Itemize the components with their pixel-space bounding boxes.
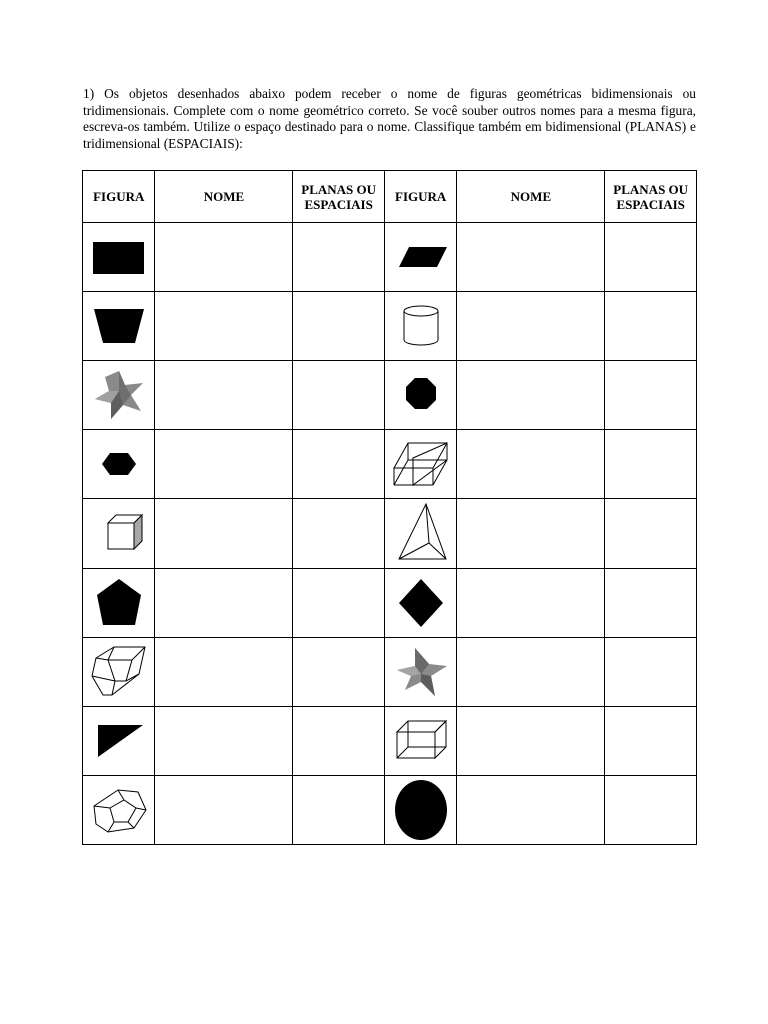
figure-cell <box>83 637 155 706</box>
cylinder-icon <box>391 301 451 351</box>
diamond-icon <box>391 575 451 631</box>
octagon-icon <box>391 370 451 420</box>
figure-cell <box>83 499 155 568</box>
triangle-icon <box>89 719 149 763</box>
trapezoid-icon <box>89 301 149 351</box>
star-solid-icon <box>89 367 149 423</box>
nome-answer-cell[interactable] <box>457 637 605 706</box>
nome-answer-cell[interactable] <box>155 223 293 292</box>
planas-answer-cell[interactable] <box>293 706 385 775</box>
table-row <box>83 637 697 706</box>
figure-cell <box>384 430 456 499</box>
planas-answer-cell[interactable] <box>605 568 697 637</box>
planas-answer-cell[interactable] <box>605 430 697 499</box>
nome-answer-cell[interactable] <box>155 361 293 430</box>
figure-cell <box>384 223 456 292</box>
table-row <box>83 706 697 775</box>
planas-answer-cell[interactable] <box>293 292 385 361</box>
planas-answer-cell[interactable] <box>293 430 385 499</box>
table-row <box>83 361 697 430</box>
nome-answer-cell[interactable] <box>155 775 293 844</box>
table-row <box>83 568 697 637</box>
header-planas-left: PLANAS OU ESPACIAIS <box>293 171 385 223</box>
table-row <box>83 499 697 568</box>
figure-cell <box>384 499 456 568</box>
planas-answer-cell[interactable] <box>605 775 697 844</box>
table-row <box>83 775 697 844</box>
figure-cell <box>384 706 456 775</box>
figure-cell <box>83 706 155 775</box>
header-row <box>83 171 697 223</box>
planas-answer-cell[interactable] <box>605 361 697 430</box>
nome-answer-cell[interactable] <box>155 430 293 499</box>
planas-answer-cell[interactable] <box>605 637 697 706</box>
planas-answer-cell[interactable] <box>605 223 697 292</box>
table-row <box>83 430 697 499</box>
header-nome-left: NOME <box>155 171 293 223</box>
planas-answer-cell[interactable] <box>293 775 385 844</box>
tetrahedron-icon <box>391 501 451 565</box>
nome-answer-cell[interactable] <box>457 775 605 844</box>
planas-answer-cell[interactable] <box>293 361 385 430</box>
figure-cell <box>384 637 456 706</box>
nome-answer-cell[interactable] <box>155 568 293 637</box>
nome-answer-cell[interactable] <box>457 706 605 775</box>
nome-answer-cell[interactable] <box>155 637 293 706</box>
nome-answer-cell[interactable] <box>155 499 293 568</box>
figures-table <box>82 170 697 845</box>
parallelogram-icon <box>391 237 451 277</box>
nome-answer-cell[interactable] <box>457 223 605 292</box>
nome-answer-cell[interactable] <box>457 568 605 637</box>
planas-answer-cell[interactable] <box>605 706 697 775</box>
header-planas-right: PLANAS OU ESPACIAIS <box>605 171 697 223</box>
rectangular-prism-icon <box>391 716 451 766</box>
cross-solid-icon <box>391 644 451 700</box>
figure-cell <box>384 361 456 430</box>
figure-cell <box>384 292 456 361</box>
circle-icon <box>391 778 451 842</box>
nome-answer-cell[interactable] <box>457 499 605 568</box>
figure-cell <box>83 568 155 637</box>
figure-cell <box>83 292 155 361</box>
planas-answer-cell[interactable] <box>605 292 697 361</box>
pentagon-icon <box>89 575 149 631</box>
planas-answer-cell[interactable] <box>293 568 385 637</box>
planas-answer-cell[interactable] <box>293 499 385 568</box>
nome-answer-cell[interactable] <box>457 430 605 499</box>
instructions-text: 1) Os objetos desenhados abaixo podem receber o nome de figuras geométricas bidimensionais ou tridimensionais. Complete com o nome geométrico correto. Se você souber outros nomes para a mesma figura, escreva-os também. Utilize o espaço destinado para o nome. Classifique também em bidimensional (PLANAS) e tridimensional (ESPACIAIS): <box>83 86 696 152</box>
planas-answer-cell[interactable] <box>293 223 385 292</box>
figure-cell <box>83 361 155 430</box>
polyhedron-icon <box>88 782 150 838</box>
header-figura-left: FIGURA <box>83 171 155 223</box>
hexagon-icon <box>89 444 149 484</box>
nome-answer-cell[interactable] <box>457 361 605 430</box>
table-row <box>83 292 697 361</box>
cube-icon <box>89 508 149 558</box>
nome-answer-cell[interactable] <box>155 292 293 361</box>
header-nome-right: NOME <box>457 171 605 223</box>
nome-answer-cell[interactable] <box>155 706 293 775</box>
figure-cell <box>384 568 456 637</box>
table-row <box>83 223 697 292</box>
figure-cell <box>83 775 155 844</box>
truncated-pyramid-icon <box>88 644 150 700</box>
rectangle-icon <box>89 237 149 277</box>
header-figura-right: FIGURA <box>384 171 456 223</box>
nome-answer-cell[interactable] <box>457 292 605 361</box>
parallelepiped-wireframe-icon <box>390 438 452 490</box>
figure-cell <box>83 223 155 292</box>
figure-cell <box>384 775 456 844</box>
figure-cell <box>83 430 155 499</box>
planas-answer-cell[interactable] <box>293 637 385 706</box>
planas-answer-cell[interactable] <box>605 499 697 568</box>
